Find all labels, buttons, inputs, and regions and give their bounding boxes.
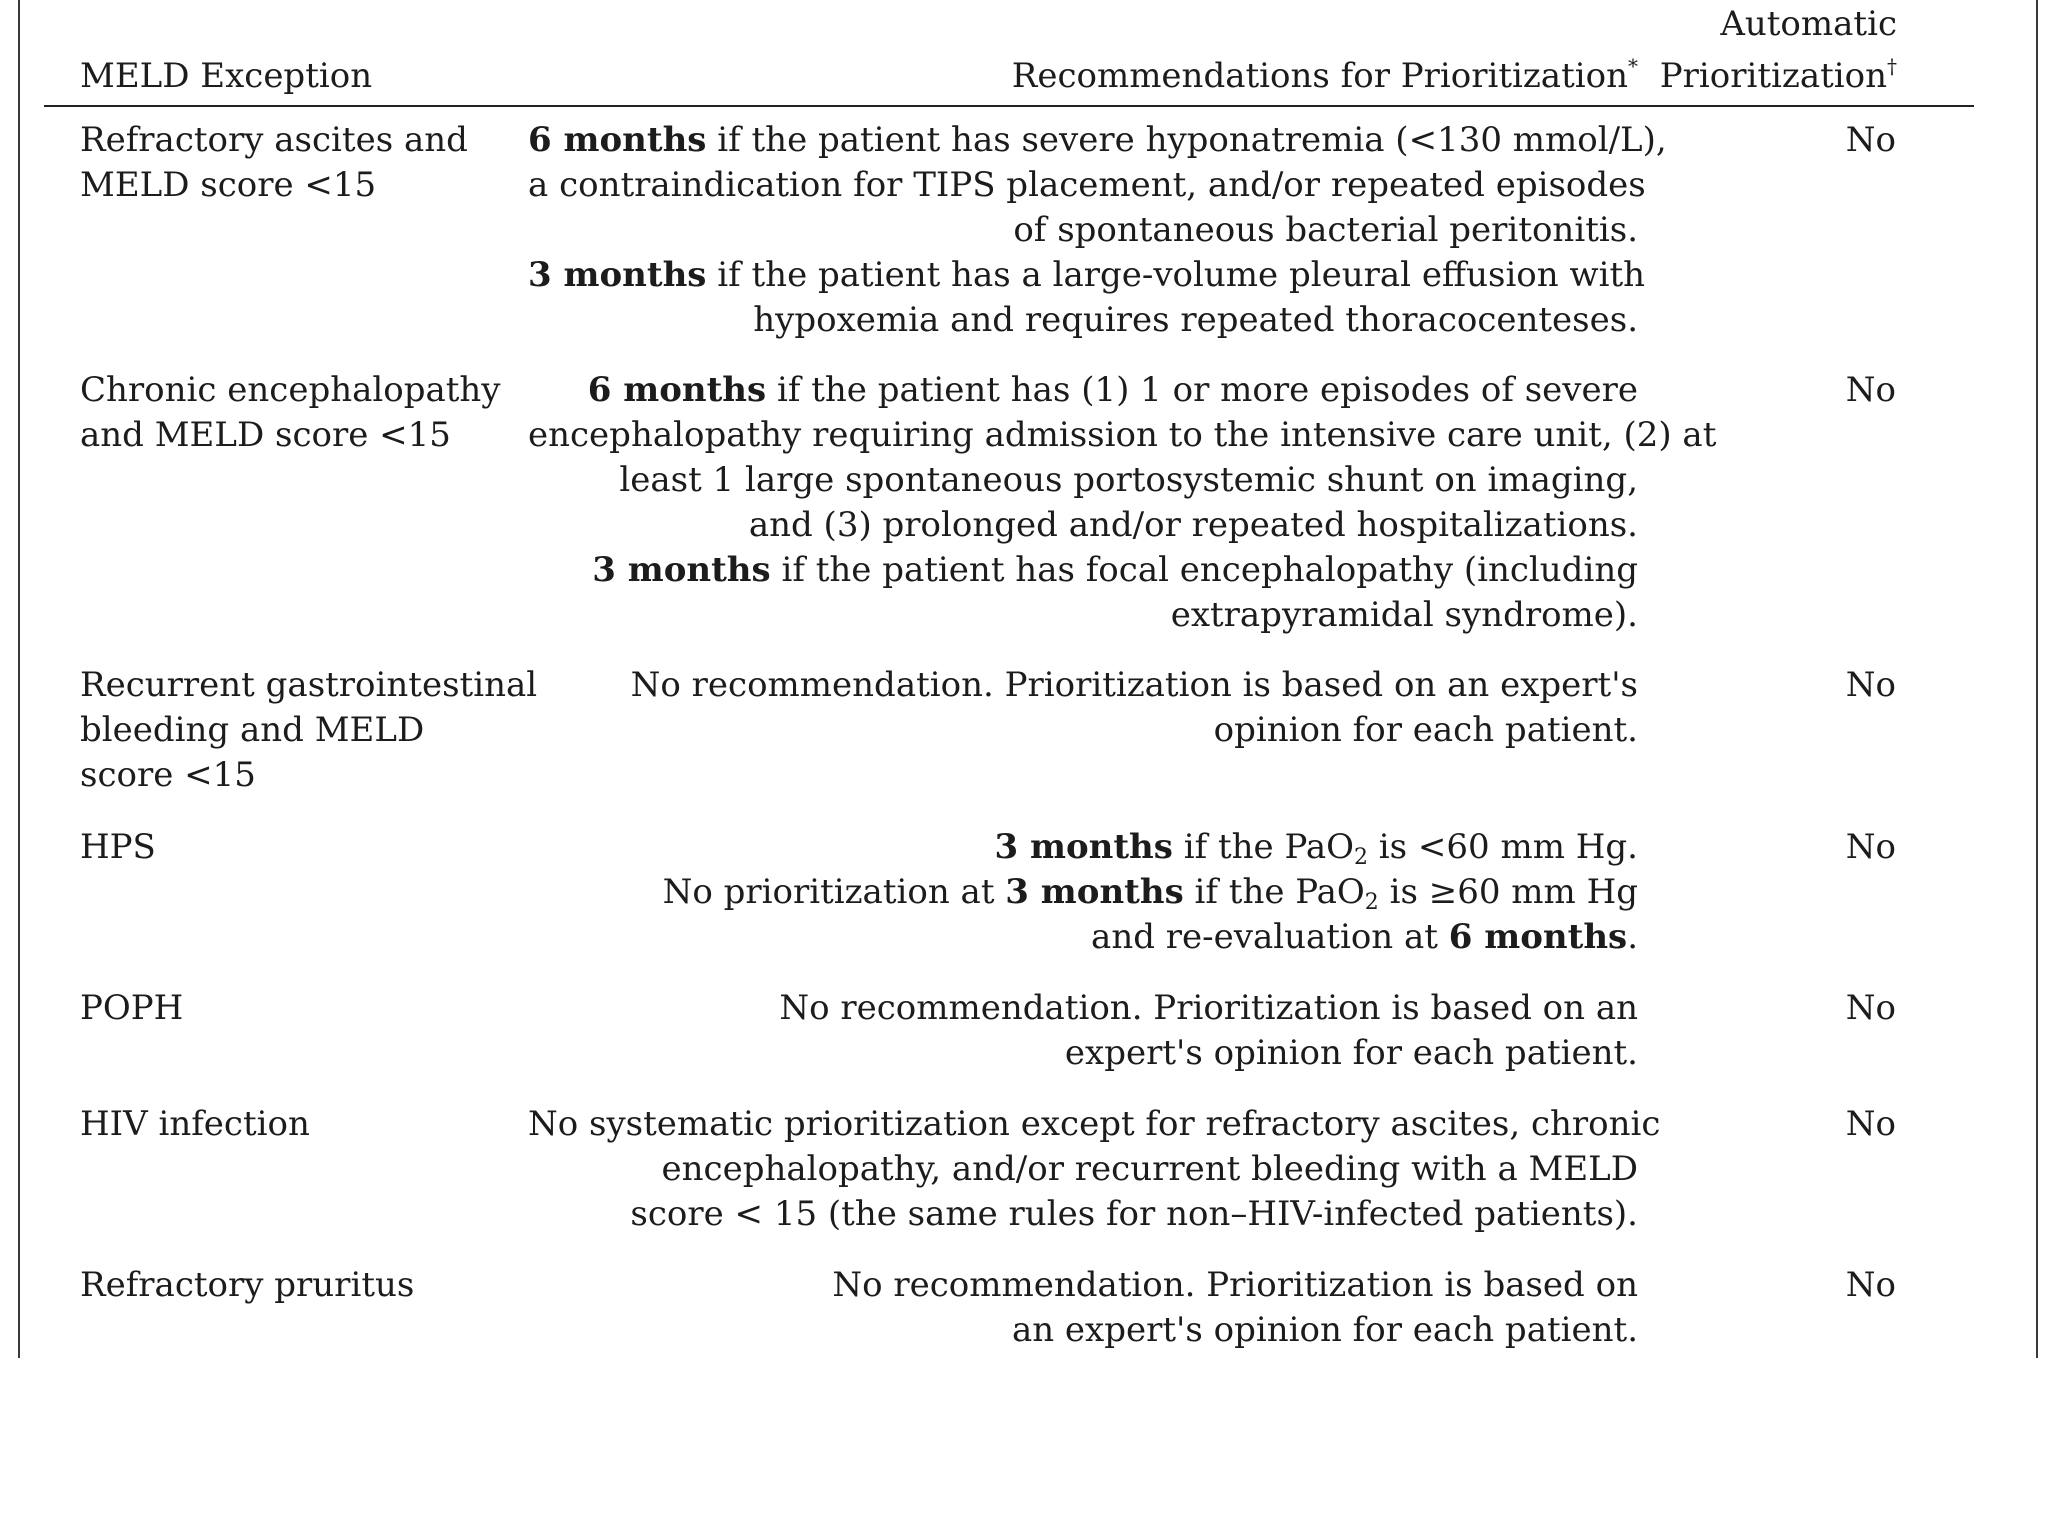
recommendation-line	[528, 298, 1638, 343]
recommendation-text: .	[1627, 917, 1638, 957]
meld-exception-line: and MELD score <15	[80, 415, 451, 455]
header-automatic-line1: Automatic	[1720, 4, 1897, 44]
header-meld-exception: MELD Exception	[80, 56, 373, 96]
meld-exception-cell	[80, 1102, 520, 1147]
recommendation-text: score < 15 (the same rules for non–HIV-infected patients).	[630, 1194, 1638, 1234]
recommendation-line	[528, 1308, 1638, 1353]
recommendation-line	[528, 1031, 1638, 1076]
recommendation-line	[528, 1147, 1638, 1192]
recommendation-line	[528, 663, 1638, 708]
meld-exception-line: HIV infection	[80, 1104, 310, 1144]
recommendation-line	[528, 593, 1638, 638]
recommendation-text: if the PaO	[1172, 827, 1354, 867]
header-rule	[44, 105, 1974, 107]
recommendation-cell	[528, 663, 1638, 753]
meld-exception-line: HPS	[80, 827, 156, 867]
duration-emphasis: 3 months	[994, 827, 1173, 867]
header-recommendations-label: Recommendations for Prioritization	[1011, 56, 1628, 96]
recommendation-line	[528, 458, 1638, 503]
recommendation-text: of spontaneous bacterial peritonitis.	[1013, 210, 1638, 250]
recommendation-text: if the patient has severe hyponatremia (<130 mmol/L),	[706, 120, 1667, 160]
recommendation-line	[528, 708, 1638, 753]
duration-emphasis: 6 months	[1448, 917, 1628, 957]
recommendation-text: and (3) prolonged and/or repeated hospitalizations.	[748, 505, 1638, 545]
recommendation-line	[528, 118, 1667, 163]
automatic-prioritization-cell: No	[1845, 988, 1896, 1028]
recommendation-text: extrapyramidal syndrome).	[1170, 595, 1638, 635]
recommendation-line	[528, 548, 1638, 593]
recommendation-cell	[528, 825, 1638, 960]
header-recommendations-mark: *	[1628, 54, 1638, 78]
recommendation-cell	[528, 1102, 1661, 1237]
automatic-prioritization-cell: No	[1845, 665, 1896, 705]
meld-exception-line: POPH	[80, 988, 184, 1028]
meld-exception-line: Chronic encephalopathy	[80, 370, 501, 410]
recommendation-line	[528, 1192, 1638, 1237]
meld-exception-cell	[80, 118, 520, 208]
recommendation-text: if the patient has (1) 1 or more episodes of severe	[766, 370, 1638, 410]
meld-exception-cell	[80, 663, 538, 798]
recommendation-prefix: and re-evaluation at	[1091, 917, 1449, 957]
recommendation-line	[528, 986, 1638, 1031]
automatic-prioritization-cell: No	[1845, 370, 1896, 410]
recommendation-line	[528, 825, 1638, 870]
recommendation-line	[528, 163, 1646, 208]
meld-exception-line: bleeding and MELD	[80, 710, 425, 750]
recommendation-text: opinion for each patient.	[1213, 710, 1638, 750]
meld-exception-line: Recurrent gastrointestinal	[80, 665, 538, 705]
recommendation-tail: is ≥60 mm Hg	[1378, 872, 1638, 912]
subscript: 2	[1364, 890, 1379, 915]
recommendation-text: No recommendation. Prioritization is based on an expert's	[630, 665, 1638, 705]
recommendation-tail: is <60 mm Hg.	[1367, 827, 1638, 867]
meld-exception-line: Refractory pruritus	[80, 1265, 415, 1305]
meld-exception-line: MELD score <15	[80, 165, 377, 205]
right-frame-border	[2036, 0, 2038, 1358]
recommendation-text: a contraindication for TIPS placement, and/or repeated episodes	[528, 165, 1646, 205]
recommendation-text: if the patient has focal encephalopathy (including	[770, 550, 1638, 590]
meld-exception-cell	[80, 825, 520, 870]
header-automatic-line2	[1660, 50, 1897, 102]
meld-exception-cell	[80, 986, 520, 1031]
recommendation-line	[528, 253, 1646, 298]
recommendation-prefix: No prioritization at	[662, 872, 1006, 912]
automatic-prioritization-cell: No	[1845, 1265, 1896, 1305]
recommendation-cell	[528, 118, 1667, 343]
meld-exception-line: Refractory ascites and	[80, 120, 468, 160]
left-frame-border	[18, 0, 20, 1358]
recommendation-line	[528, 1102, 1661, 1147]
recommendation-line	[528, 368, 1638, 413]
header-automatic-mark: †	[1887, 54, 1897, 78]
header-recommendations	[1012, 50, 1638, 102]
recommendation-cell	[528, 368, 1717, 638]
duration-emphasis: 3 months	[528, 255, 707, 295]
recommendation-cell	[528, 986, 1638, 1076]
header-automatic-label: Prioritization	[1659, 56, 1887, 96]
meld-exception-line: score <15	[80, 755, 256, 795]
recommendation-text: encephalopathy, and/or recurrent bleeding with a MELD	[661, 1149, 1638, 1189]
duration-emphasis: 6 months	[587, 370, 767, 410]
recommendation-text: No recommendation. Prioritization is based on	[832, 1265, 1638, 1305]
recommendation-text: if the patient has a large-volume pleural effusion with	[706, 255, 1646, 295]
header-automatic-prioritization	[1660, 0, 1897, 102]
recommendation-cell	[528, 1263, 1638, 1353]
automatic-prioritization-cell: No	[1845, 120, 1896, 160]
duration-emphasis: 3 months	[592, 550, 771, 590]
recommendation-line	[528, 1263, 1638, 1308]
meld-exception-cell	[80, 1263, 520, 1308]
duration-emphasis: 6 months	[528, 120, 707, 160]
recommendation-text: if the PaO	[1183, 872, 1365, 912]
recommendation-line	[528, 413, 1717, 458]
recommendation-text: least 1 large spontaneous portosystemic shunt on imaging,	[619, 460, 1638, 500]
recommendation-text: hypoxemia and requires repeated thoracocenteses.	[753, 300, 1638, 340]
recommendation-text: encephalopathy requiring admission to the intensive care unit, (2) at	[528, 415, 1717, 455]
automatic-prioritization-cell: No	[1845, 1104, 1896, 1144]
duration-emphasis: 3 months	[1005, 872, 1184, 912]
automatic-prioritization-cell: No	[1845, 827, 1896, 867]
recommendation-line	[528, 208, 1638, 253]
subscript: 2	[1353, 845, 1368, 870]
recommendation-text: expert's opinion for each patient.	[1064, 1033, 1638, 1073]
recommendation-line	[528, 915, 1638, 960]
recommendation-text: No recommendation. Prioritization is based on an	[779, 988, 1638, 1028]
meld-exception-cell	[80, 368, 520, 458]
recommendation-text: an expert's opinion for each patient.	[1011, 1310, 1638, 1350]
recommendation-text: No systematic prioritization except for refractory ascites, chronic	[528, 1104, 1661, 1144]
recommendation-line	[528, 870, 1638, 915]
recommendation-line	[528, 503, 1638, 548]
